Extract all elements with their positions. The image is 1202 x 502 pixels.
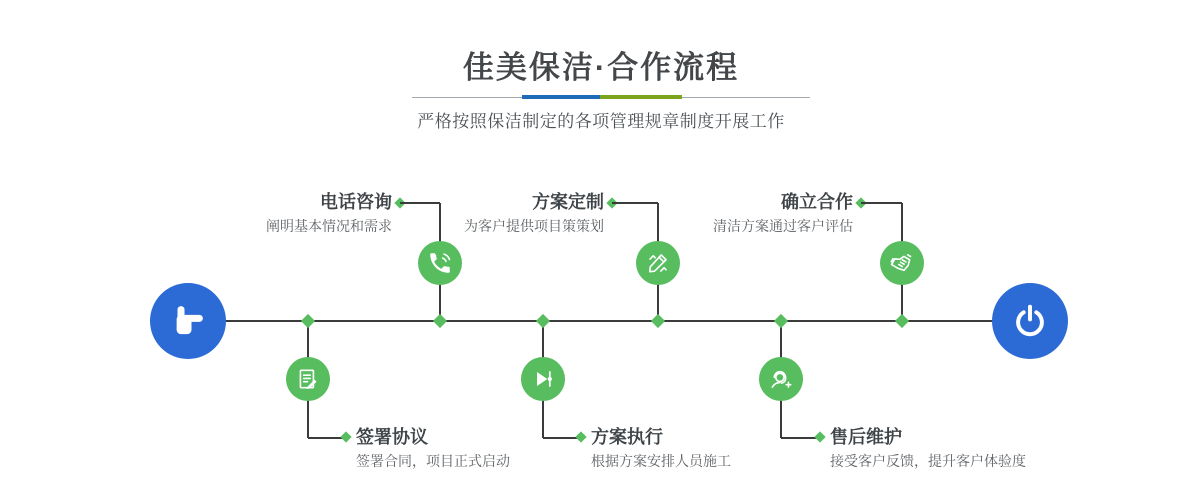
divider-accent-green [600, 95, 682, 99]
step-circle-execute [521, 357, 565, 401]
step-circle-cooperate [880, 241, 924, 285]
label-marker-diamond [340, 431, 351, 442]
step-label-aftersales [830, 426, 1026, 470]
connector-line [861, 202, 902, 204]
headset-support-icon [768, 366, 794, 392]
label-marker-diamond [575, 431, 586, 442]
step-desc: 签署合同，项目正式启动 [356, 453, 510, 469]
page-subtitle: 严格按照保洁制定的各项管理规章制度开展工作 [417, 112, 785, 131]
step-label-cooperate [713, 191, 853, 235]
step-desc: 清洁方案通过客户评估 [713, 218, 853, 234]
step-title: 签署协议 [356, 427, 428, 447]
timeline-junction-diamond [536, 314, 550, 328]
step-desc: 阐明基本情况和需求 [266, 218, 392, 234]
step-label-phone [266, 191, 392, 235]
timeline-junction-diamond [651, 314, 665, 328]
timeline-junction-diamond [433, 314, 447, 328]
step-title: 售后维护 [830, 427, 902, 447]
timeline-junction-diamond [301, 314, 315, 328]
timeline-junction-diamond [895, 314, 909, 328]
handshake-icon [888, 249, 916, 277]
phone-call-icon [427, 250, 453, 276]
step-circle-phone [418, 241, 462, 285]
step-label-design [464, 191, 604, 235]
step-desc: 接受客户反馈，提升客户体验度 [830, 453, 1026, 469]
step-title: 电话咨询 [320, 192, 392, 212]
timeline-end-circle [992, 283, 1068, 359]
hand-pointing-icon [167, 300, 209, 342]
step-title: 确立合作 [781, 192, 853, 212]
step-label-contract [356, 426, 510, 470]
page-title: 佳美保洁·合作流程 [462, 50, 740, 85]
connector-line [400, 202, 440, 204]
pencil-design-icon [645, 250, 671, 276]
contract-sign-icon [295, 366, 321, 392]
step-desc: 为客户提供项目策策划 [464, 218, 604, 234]
step-label-execute [591, 426, 731, 470]
step-desc: 根据方案安排人员施工 [591, 453, 731, 469]
step-circle-design [636, 241, 680, 285]
divider-accent-blue [522, 95, 600, 99]
play-execute-icon [530, 366, 556, 392]
timeline-start-circle [150, 283, 226, 359]
label-marker-diamond [814, 431, 825, 442]
step-title: 方案执行 [591, 427, 663, 447]
timeline-junction-diamond [774, 314, 788, 328]
power-icon [1011, 302, 1049, 340]
step-title: 方案定制 [532, 192, 604, 212]
connector-line [612, 202, 658, 204]
step-circle-contract [286, 357, 330, 401]
step-circle-aftersales [759, 357, 803, 401]
